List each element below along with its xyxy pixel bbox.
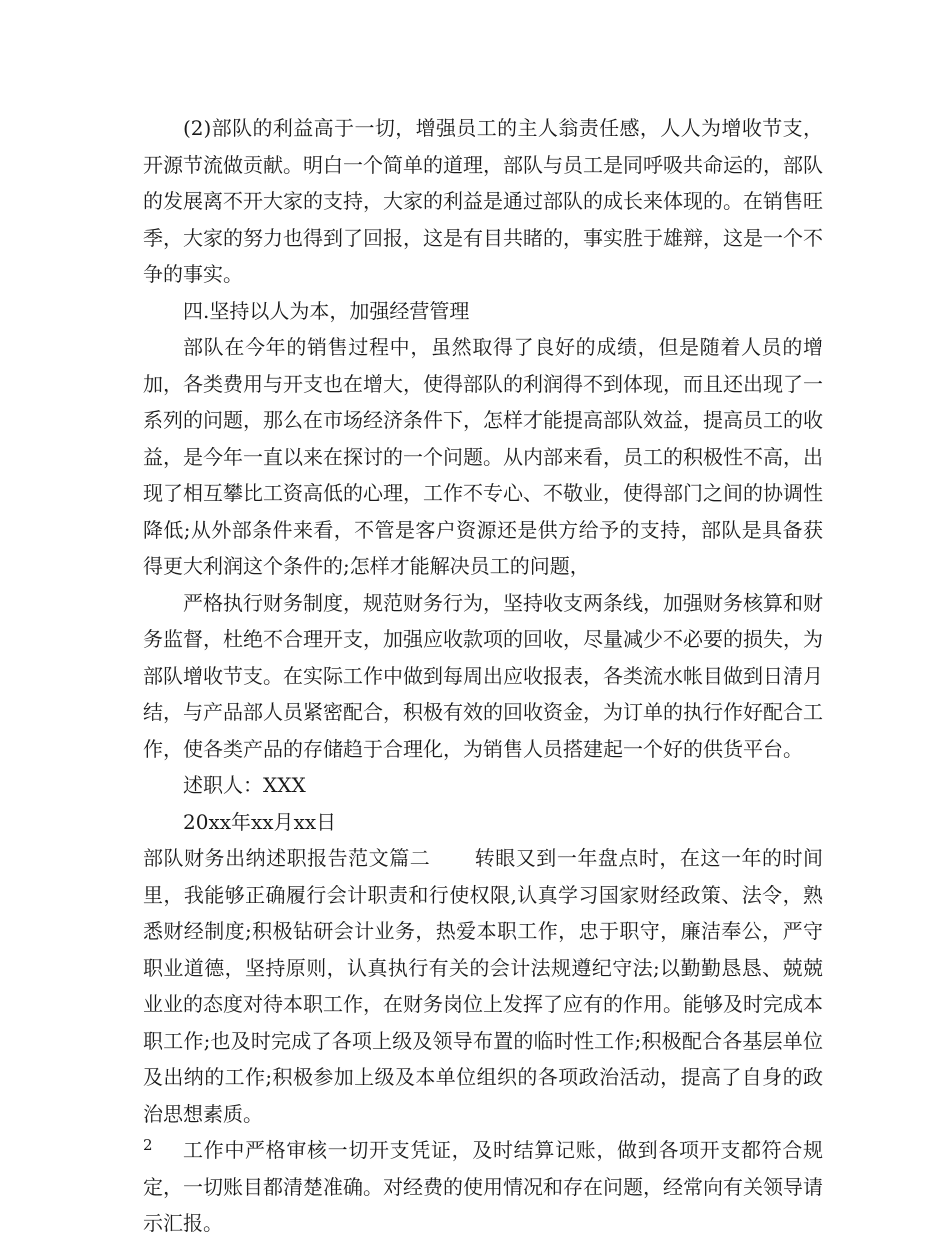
- section-two-paragraph: [143, 840, 823, 1132]
- page-number: 2: [143, 1136, 153, 1154]
- paragraph-interests: (2)部队的利益高于一切，增强员工的主人翁责任感，人人为增收节支，开源节流做贡献。明白一个简单的道理，部队与员工是同呼吸共命运的，部队的发展离不开大家的支持，大家的利益是通过部队的成长来体现的。在销售旺季，大家的努力也得到了回报，这是有目共睹的，事实胜于雄辩，这是一个不争的事实。: [143, 116, 823, 286]
- date-line: 20xx年xx月xx日: [183, 809, 337, 834]
- reporter-line: 述职人：XXX: [183, 773, 306, 797]
- section-body: 转眼又到一年盘点时，在这一年的时间里，我能够正确履行会计职责和行使权限,认真学习国家财经政策、法令，熟悉财经制度;积极钻研会计业务，热爱本职工作，忠于职守，廉洁奉公，严守职业道德，坚持原则，认真执行有关的会计法规遵纪守法;以勤勤恳恳、兢兢业业的态度对待本职工作，在财务岗位上发挥了应有的作用。能够及时完成本职工作;也及时完成了各项上级及领导布置的临时性工作;积极配合各基层单位及出纳的工作;积极参加上级及本单位组织的各项政治活动，提高了自身的政治思想素质。: [143, 846, 824, 1126]
- section-title: 部队财务出纳述职报告范文篇二: [143, 846, 431, 870]
- paragraph-sales-process: 部队在今年的销售过程中，虽然取得了良好的成绩，但是随着人员的增加，各类费用与开支也在增大，使得部队的利润得不到体现，而且还出现了一系列的问题，那么在市场经济条件下，怎样才能提高部队效益，提高员工的收益，是今年一直以来在探讨的一个问题。从内部来看，员工的积极性不高，出现了相互攀比工资高低的心理，工作不专心、不敬业，使得部门之间的协调性降低;从外部条件来看，不管是客户资源还是供方给予的支持，部队是具备获得更大利润这个条件的;怎样才能解决员工的问题，: [143, 335, 823, 578]
- paragraph-closing: 工作中严格审核一切开支凭证，及时结算记账，做到各项开支都符合规定，一切账目都清楚准确。对经费的使用情况和存在问题，经常向有关领导请示汇报。: [143, 1138, 823, 1235]
- heading-people-oriented: 四.坚持以人为本，加强经营管理: [183, 298, 470, 323]
- document-body: [143, 110, 823, 1242]
- paragraph-financial-system: 严格执行财务制度，规范财务行为，坚持收支两条线，加强财务核算和财务监督，杜绝不合理开支，加强应收款项的回收，尽量减少不必要的损失，为部队增收节支。在实际工作中做到每周出应收报表，各类流水帐目做到日清月结，与产品部人员紧密配合，积极有效的回收资金，为订单的执行作好配合工作，使各类产品的存储趋于合理化，为销售人员搭建起一个好的供货平台。: [143, 590, 823, 761]
